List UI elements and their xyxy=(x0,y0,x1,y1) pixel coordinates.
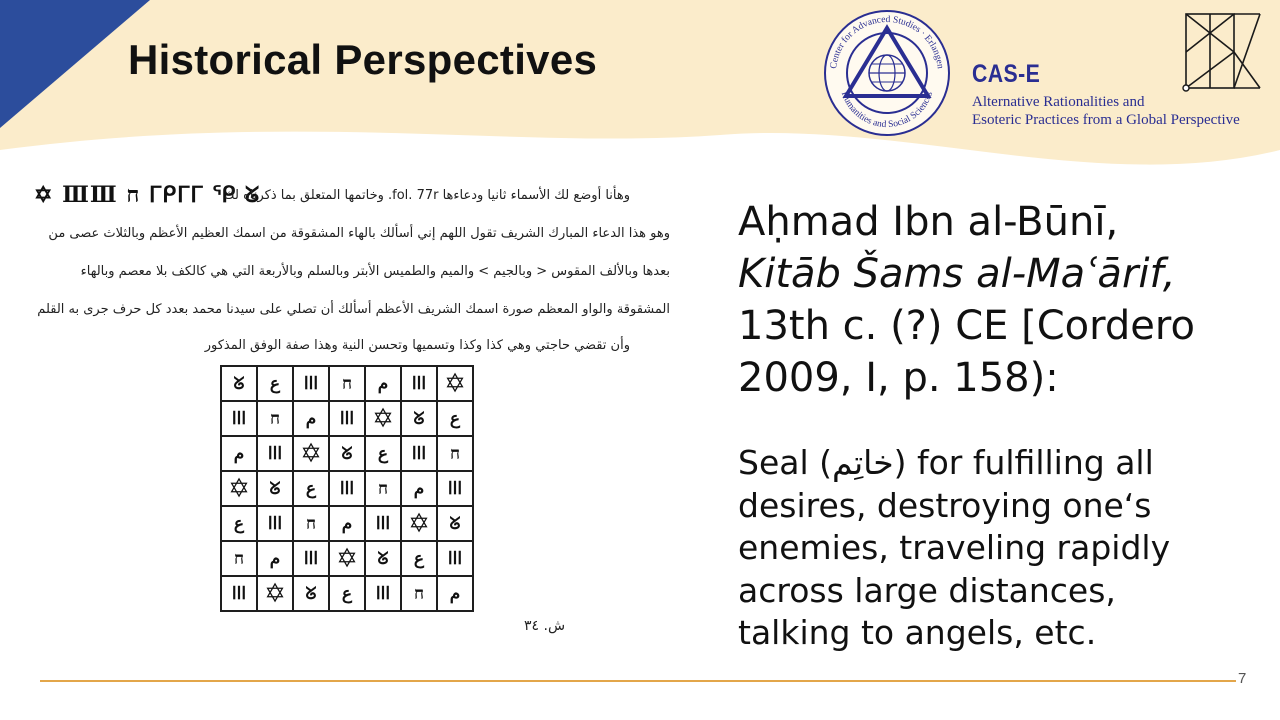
grid-cell: ااا xyxy=(257,506,293,541)
grid-cell: ✡ xyxy=(221,471,257,506)
grid-cell: م xyxy=(437,576,473,611)
grid-cell: ااا xyxy=(329,401,365,436)
grid-cell: ع xyxy=(329,576,365,611)
grid-row xyxy=(221,541,473,576)
grid-row xyxy=(221,576,473,611)
arabic-line-2: وهو هذا الدعاء المبارك الشريف تقول اللهم إني أسألك بالهاء المشقوقة من اسمك العظيم الأعظم وبالثلاث عصى من xyxy=(48,226,670,241)
grid-cell: ᘜ xyxy=(437,506,473,541)
grid-cell: ✡ xyxy=(293,436,329,471)
manuscript-excerpt xyxy=(0,170,700,670)
tagline-line-1: Alternative Rationalities and xyxy=(972,94,1145,110)
grid-cell: ع xyxy=(221,506,257,541)
grid-cell: ח xyxy=(365,471,401,506)
description-line-3: enemies, traveling rapidly xyxy=(738,528,1171,567)
grid-cell: م xyxy=(329,506,365,541)
grid-cell: ع xyxy=(293,471,329,506)
grid-cell: ااا xyxy=(329,471,365,506)
grid-cell: ᘜ xyxy=(257,471,293,506)
arabic-line-4: المشقوقة والواو المعظم صورة اسمك الشريف الأعظم أسألك أن تصلي على سيدنا محمد بعدد كل حرف جرى به القلم xyxy=(37,302,670,317)
grid-cell: ااا xyxy=(221,401,257,436)
grid-cell: ח xyxy=(401,576,437,611)
grid-cell: ח xyxy=(329,366,365,401)
grid-cell: ᘜ xyxy=(293,576,329,611)
grid-cell: ✡ xyxy=(329,541,365,576)
grid-cell: ااا xyxy=(401,436,437,471)
cas-e-abbreviation: CAS-E xyxy=(972,60,1041,88)
grid-cell: ✡ xyxy=(401,506,437,541)
grid-cell: ع xyxy=(401,541,437,576)
grid-row xyxy=(221,366,473,401)
grid-cell: م xyxy=(401,471,437,506)
grid-row xyxy=(221,471,473,506)
citation-date: 13th c. (?) CE [Cordero xyxy=(738,303,1195,349)
citation-reference: 2009, I, p. 158): xyxy=(738,355,1059,401)
grid-cell: ااا xyxy=(437,471,473,506)
description-line-1: Seal (خاتِم) for fulfilling all xyxy=(738,443,1154,482)
grid-row xyxy=(221,401,473,436)
slide-title: Historical Perspectives xyxy=(128,36,598,83)
citation-book-title: Kitāb Šams al-Maʿārif, xyxy=(738,251,1176,297)
grid-cell: ااا xyxy=(437,541,473,576)
seal-glyph-sequence: ✡ ⅢⅢ ח ᒥᑭᒥᒥ ᕿ ᘜ xyxy=(34,182,261,208)
grid-cell: م xyxy=(221,436,257,471)
tagline-line-2: Esoteric Practices from a Global Perspective xyxy=(972,112,1240,128)
page-number: 7 xyxy=(1238,670,1247,687)
grid-cell: ع xyxy=(365,436,401,471)
grid-cell: ااا xyxy=(365,576,401,611)
grid-cell: ח xyxy=(221,541,257,576)
footer-divider xyxy=(40,680,1236,682)
citation-author: Aḥmad Ibn al-Būnī, xyxy=(738,199,1119,245)
grid-cell: ✡ xyxy=(257,576,293,611)
seal-ring-top-text: Center for Advanced Studies · Erlangen xyxy=(829,14,945,70)
arabic-line-1: وهأنا أوضع لك الأسماء ثانيا ودعاءها fol. 77r. وخاتمها المتعلق بما ذكرناه لك xyxy=(224,188,630,203)
grid-cell: ااا xyxy=(401,366,437,401)
grid-cell: ااا xyxy=(365,506,401,541)
grid-cell: ااا xyxy=(257,436,293,471)
grid-cell: م xyxy=(257,541,293,576)
grid-cell: ח xyxy=(437,436,473,471)
arabic-line-5: وأن تقضي حاجتي وهي كذا وكذا وتسميها وتحسن النية وهذا صفة الوفق المذكور xyxy=(204,338,630,353)
citation-block xyxy=(738,196,1195,404)
grid-row xyxy=(221,506,473,541)
grid-cell: ااا xyxy=(293,366,329,401)
description-line-4: across large distances, xyxy=(738,570,1116,610)
grid-cell: ااا xyxy=(293,541,329,576)
grid-cell: ᘜ xyxy=(329,436,365,471)
grid-cell: ᘜ xyxy=(365,541,401,576)
grid-cell: ااا xyxy=(221,576,257,611)
seal-ring-bottom-text: Humanities and Social Sciences xyxy=(838,90,936,131)
description-line-5: talking to angels, etc. xyxy=(738,613,1097,652)
grid-cell: ᘜ xyxy=(401,401,437,436)
grid-cell: م xyxy=(293,401,329,436)
grid-cell: ع xyxy=(257,366,293,401)
grid-cell: م xyxy=(365,366,401,401)
grid-cell: ع xyxy=(437,401,473,436)
grid-cell: ᘜ xyxy=(221,366,257,401)
grid-cell: ח xyxy=(257,401,293,436)
arabic-line-3: بعدها وبالألف المقوس < وبالجيم > والميم والطميس الأبتر وبالسلم وبالأربعة التي هي كالكف بلا معصم وبالهاء xyxy=(80,264,670,279)
grid-cell: ✡ xyxy=(365,401,401,436)
grid-row xyxy=(221,436,473,471)
seal-description xyxy=(738,442,1170,655)
cas-e-seal-logo xyxy=(818,8,956,138)
figure-label: ش. ٣٤ xyxy=(524,618,566,634)
grid-cell: ח xyxy=(293,506,329,541)
geometric-logo-icon xyxy=(1180,10,1266,94)
magic-square-grid xyxy=(220,365,474,612)
description-line-2: desires, destroying one‘s xyxy=(738,485,1152,525)
grid-cell: ✡ xyxy=(437,366,473,401)
